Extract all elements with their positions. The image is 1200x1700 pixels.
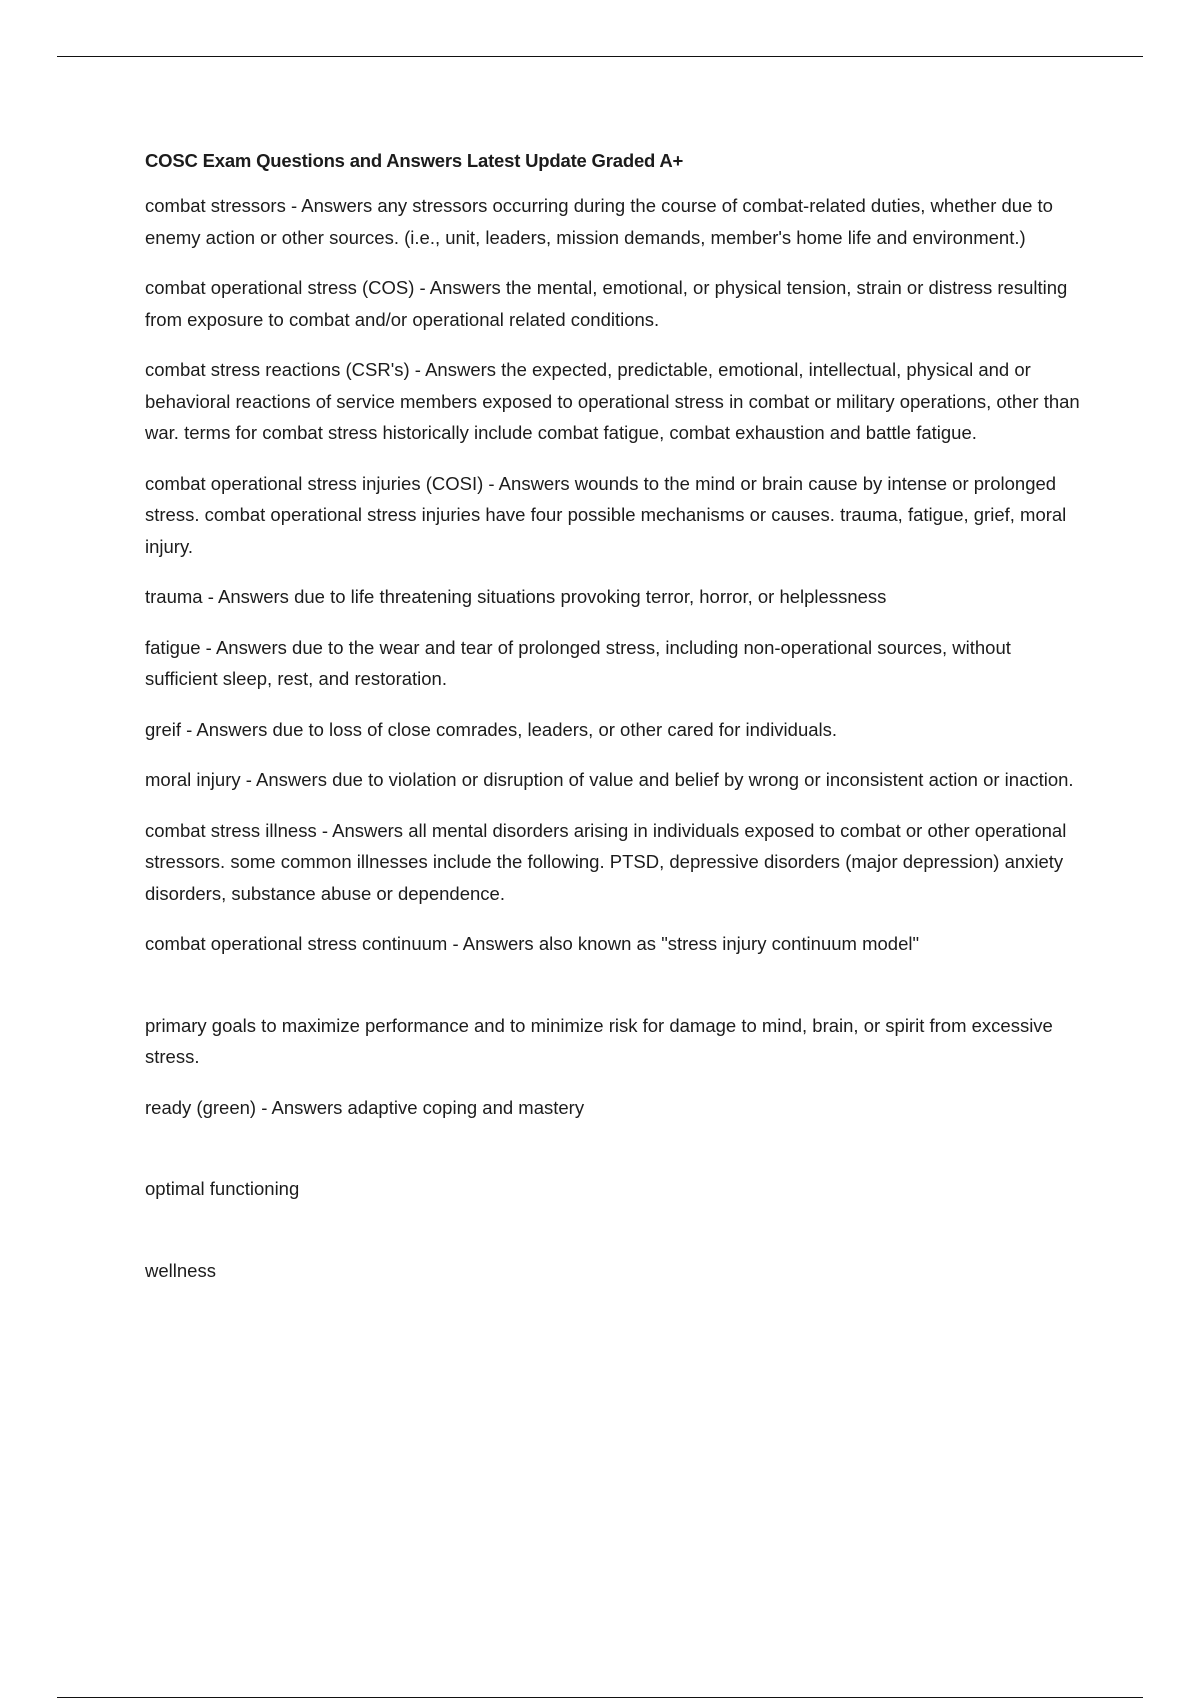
- entry-combat-operational-stress: combat operational stress (COS) - Answers the mental, emotional, or physical tension, strain or distress resulting from exposure to combat and/or operational related conditions.: [145, 277, 1068, 330]
- entry-stress-continuum: combat operational stress continuum - Answers also known as "stress injury continuum model": [145, 933, 920, 954]
- entry-primary-goals: primary goals to maximize performance and to minimize risk for damage to mind, brain, or spirit from excessive stress.: [145, 1014, 1053, 1067]
- entry-fatigue: fatigue - Answers due to the wear and tear of prolonged stress, including non-operational sources, without sufficient sleep, rest, and restoration.: [145, 636, 1011, 689]
- entry-combat-stressors: combat stressors - Answers any stressors occurring during the course of combat-related duties, whether due to enemy action or other sources. (i.e., unit, leaders, mission demands, member's home life and environment.): [145, 195, 1053, 248]
- document-title: COSC Exam Questions and Answers Latest Update Graded A+: [145, 150, 684, 171]
- entry-wellness: wellness: [145, 1259, 216, 1281]
- entry-grief: greif - Answers due to loss of close comrades, leaders, or other cared for individuals.: [145, 718, 838, 740]
- document-body: [145, 146, 1085, 1305]
- entry-combat-stress-reactions: combat stress reactions (CSR's) - Answers the expected, predictable, emotional, intellectual, physical and or behavioral reactions of service members exposed to operational stress in combat or military operations, other than war. terms for combat stress historically include combat fatigue, combat exhaustion and battle fatigue.: [145, 359, 1080, 443]
- entry-optimal-functioning: optimal functioning: [145, 1178, 300, 1199]
- footer-divider: [57, 1697, 1143, 1698]
- entry-trauma: trauma - Answers due to life threatening situations provoking terror, horror, or helplessness: [145, 586, 887, 607]
- entry-combat-stress-illness: combat stress illness - Answers all mental disorders arising in individuals exposed to combat or other operational stressors. some common illnesses include the following. PTSD, depressive disorders (major depression) anxiety disorders, substance abuse or dependence.: [145, 819, 1067, 904]
- entry-ready-green: ready (green) - Answers adaptive coping and mastery: [145, 1096, 585, 1118]
- entry-combat-operational-stress-injuries: combat operational stress injuries (COSI) - Answers wounds to the mind or brain cause by intense or prolonged stress. combat operational stress injuries have four possible mechanisms or causes. trauma, fatigue, grief, moral injury.: [145, 472, 1067, 557]
- header-divider: [57, 56, 1143, 57]
- entry-moral-injury: moral injury - Answers due to violation or disruption of value and belief by wrong or inconsistent action or inaction.: [145, 769, 1074, 790]
